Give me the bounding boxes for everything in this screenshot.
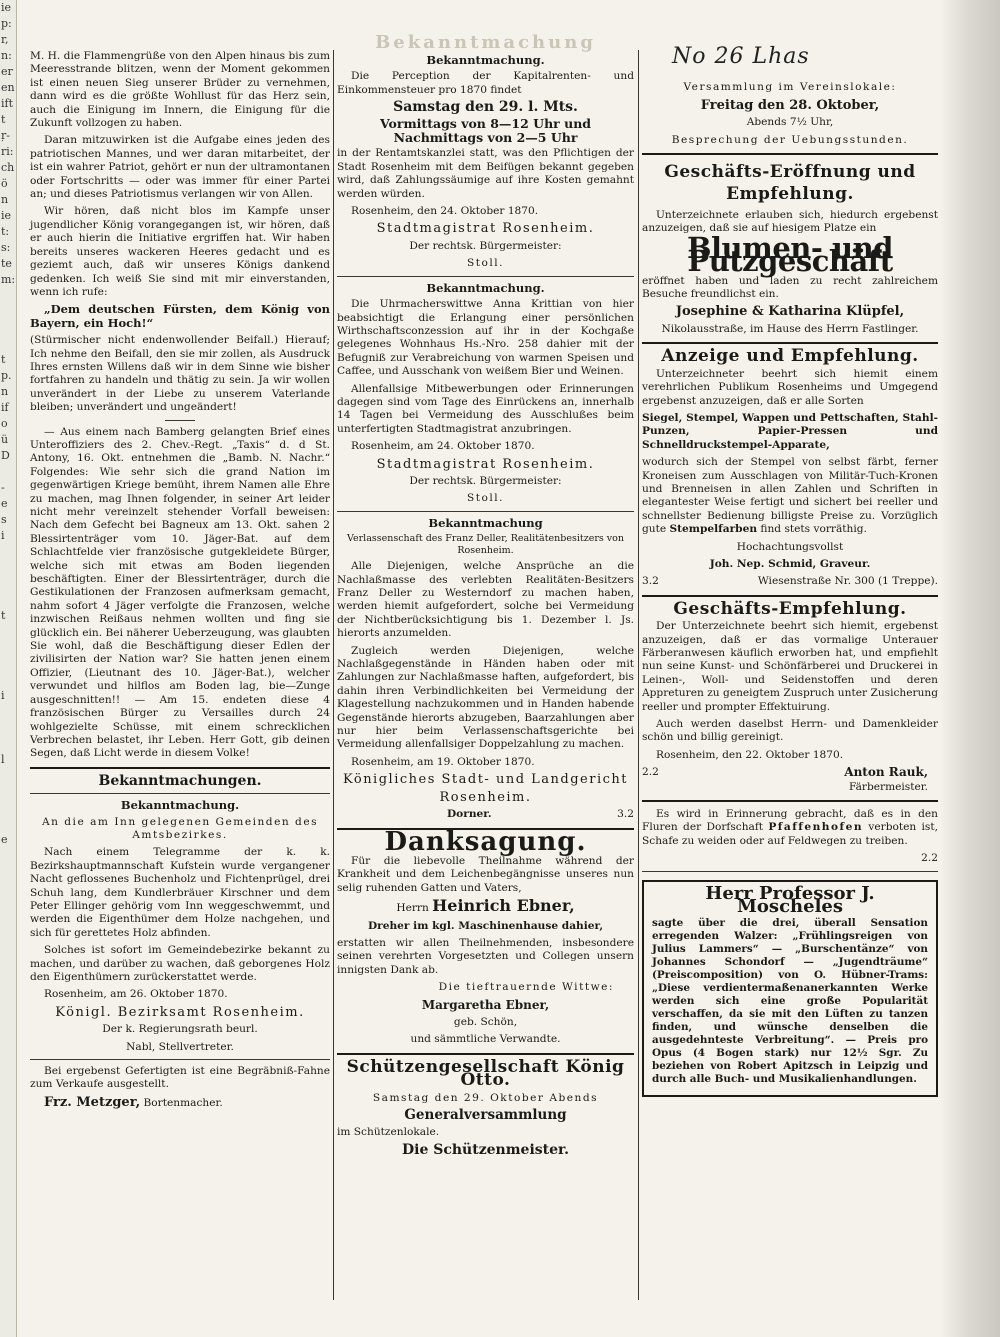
edge-letter: t: bbox=[1, 225, 10, 238]
ad-from: Die tieftrauernde Wittwe: bbox=[438, 981, 614, 994]
notice-date: Rosenheim, am 26. Oktober 1870. bbox=[44, 988, 228, 1001]
edge-letter: r, bbox=[1, 33, 9, 46]
divider bbox=[337, 511, 634, 512]
edge-letter: p. bbox=[1, 369, 12, 382]
ad-paragraph: wodurch sich der Stempel von selbst färbt, ferner Kroneisen zum Ausschlagen von Militär-Tuch-Kronen und Brenneisen in allen Zahlen und Schriften in elegantester Weise fertigt und sichert bei reeller und schnellster Bedienung billigste Preise zu. Vorzüglich gute bbox=[642, 456, 938, 536]
notice-paragraph: Alle Diejenigen, welche Ansprüche an die Nachlaßmasse des verlebten Realitäten-Besitzers Franz Deller zu Westerndorf zu machen haben, werden hiemit aufgefordert, solche bei Vermeidung der Nichtberücksichtigung bis 1. Dezember l. Js. hierorts anzumelden. bbox=[337, 560, 634, 640]
page-edge-left bbox=[0, 0, 17, 1337]
notice-paragraph: Es wird in Erinnerung gebracht, daß es in den Fluren der Dorfschaft bbox=[642, 808, 938, 834]
insertion-count: 3.2 bbox=[617, 808, 634, 821]
notice-date: Rosenheim, am 24. Oktober 1870. bbox=[351, 440, 535, 453]
column-1 bbox=[30, 50, 330, 1114]
edge-letter bbox=[0, 624, 16, 640]
ad-title: Anzeige und Empfehlung. bbox=[661, 346, 919, 367]
edge-letter: m: bbox=[1, 273, 16, 286]
notice-paragraph: Zugleich werden Diejenigen, welche Nachlaßgegenstände in Händen haben oder mit Zahlungen zur Nachlaßmasse haften, aufgefordert, bis dahin ihren Verbindlichkeiten bei Vermeidung der Klagestellung nachzukommen und in Handen habende Gegenstände hierorts abzugeben, Baarzahlungen aber nur hier beim Verlassenschaftsgerichte bei Vermeidung allenfallsiger Doppelzahlung zu machen. bbox=[337, 644, 634, 751]
divider bbox=[165, 420, 195, 421]
notice-office: Rosenheim. bbox=[439, 789, 532, 805]
edge-letter bbox=[0, 704, 16, 720]
ad-date: Rosenheim, den 22. Oktober 1870. bbox=[656, 748, 844, 761]
edge-letter: e bbox=[1, 497, 8, 510]
ad-paragraph: erstatten wir allen Theilnehmenden, insbesondere seinen verehrten Vorgesetzten und Collegen unsern innigsten Dank ab. bbox=[337, 936, 634, 976]
edge-letter bbox=[0, 656, 16, 672]
insertion-count: 2.2 bbox=[921, 852, 938, 865]
ad-paragraph: eröffnet haben und laden zu recht zahlreichem Besuche freundlichst ein. bbox=[642, 274, 938, 301]
edge-letter: t bbox=[1, 113, 6, 126]
ad-trade: Färbermeister. bbox=[848, 780, 928, 793]
notice-time: Vormittags von 8—12 Uhr und bbox=[379, 115, 592, 131]
divider bbox=[642, 595, 938, 597]
edge-letter: ü bbox=[1, 433, 9, 446]
ad-paragraph: find stets vorräthig. bbox=[760, 523, 867, 536]
notice-office: Königl. Bezirksamt Rosenheim. bbox=[55, 1004, 305, 1020]
ad-address: Wiesenstraße Nr. 300 (1 Treppe). bbox=[757, 575, 938, 588]
notice-signature: Dorner. bbox=[447, 808, 492, 821]
edge-letter bbox=[0, 336, 16, 352]
insertion-count: 2.2 bbox=[642, 766, 659, 779]
toast-line: „Dem deutschen Fürsten, dem König von Bayern, ein Hoch!“ bbox=[30, 302, 330, 330]
ad-paragraph: Besprechung der Uebungsstunden. bbox=[671, 133, 909, 146]
ad-paragraph: Samstag den 29. Oktober Abends bbox=[372, 1091, 599, 1104]
edge-letter bbox=[0, 784, 16, 800]
edge-letter: e bbox=[1, 833, 8, 846]
edge-letter: - bbox=[1, 481, 5, 494]
ad-title: Danksagung. bbox=[384, 826, 587, 857]
notice-paragraph: Die Perception der Kapitalrenten- und Einkommensteuer pro 1870 findet bbox=[337, 70, 634, 96]
widow-name: Margaretha Ebner, bbox=[421, 997, 550, 1012]
edge-letter bbox=[0, 816, 16, 832]
notice-title: Bekanntmachung. bbox=[120, 798, 240, 813]
notice-paragraph: in der Rentamtskanzlei statt, was den Pflichtigen der Stadt Rosenheim mit dem Beifügen bekannt gegeben wird, daß Zahlungssäumige auf ihre Kosten gemahnt werden würden. bbox=[337, 147, 634, 200]
notice-role: Der rechtsk. Bürgermeister: bbox=[409, 239, 562, 252]
edge-letter bbox=[0, 304, 16, 320]
edge-letter: ri: bbox=[1, 145, 14, 158]
ad-title: Geschäfts-Empfehlung. bbox=[673, 598, 907, 619]
edge-letter bbox=[0, 720, 16, 736]
edge-letter: te bbox=[1, 257, 12, 270]
column-2 bbox=[337, 50, 634, 1161]
notice-paragraph: Nach einem Telegramme der k. k. Bezirkshauptmannschaft Kufstein wurde vergangener Nacht geflossenes Buchenholz und Fichtenprügel, drei Schuh lang, dem Kundlerbräuer Kirschner und dem Peter Ellinger gehörig vom Inn weggeschwemmt, und werden die Eigenthümer dem Holze nachgehen, und sich für gerettetes Holz abfinden. bbox=[30, 846, 330, 939]
notice-addressee: An die am Inn gelegenen Gemeinden des Amtsbezirkes. bbox=[41, 815, 319, 841]
notice-paragraph: Die Uhrmacherswittwe Anna Krittian von hier beabsichtigt die Erlangung einer persönlichen Wirthschaftsconzession auf ihr in der Kochgaße gelegenes Wohnhaus Hs.-Nro. 258 dahier mit der Befugniß zur Verabreichung von warmen Speisen und Caffee, und Ausschank von weißem Bier und Weinen. bbox=[337, 298, 634, 378]
notice-office: Stadtmagistrat Rosenheim. bbox=[376, 221, 595, 237]
faint-bleedthrough-header: Bekanntmachung bbox=[375, 32, 596, 53]
notice-role: Der k. Regierungsrath beurl. bbox=[102, 1023, 258, 1036]
divider bbox=[337, 1053, 634, 1055]
ad-herrn: Herrn bbox=[396, 902, 429, 915]
divider bbox=[642, 800, 938, 802]
notice-paragraph: verboten ist, Schafe zu weiden oder auf Feldwegen zu treiben. bbox=[642, 821, 938, 847]
edge-letter bbox=[0, 576, 16, 592]
article-paragraph: Wir hören, daß nicht blos im Kampfe unser jugendlicher König vorangegangen ist, wir hören, daß er auch hierin die Initiative ergriffen hat. Wir haben bereits unseres wackeren Heeres gedacht und es geziemt auch, daß wir unseres Königs dankend gedenken. Ich weiß Sie sind mit mir einverstanden, wenn ich rufe: bbox=[30, 205, 330, 298]
ad-signature: Die Schützenmeister. bbox=[402, 1141, 569, 1158]
ad-owners: Josephine & Katharina Klüpfel, bbox=[675, 304, 905, 320]
notice-date: Rosenheim, am 19. Oktober 1870. bbox=[351, 755, 535, 768]
notice-date: Rosenheim, den 24. Oktober 1870. bbox=[351, 205, 539, 218]
deceased-trade: Dreher im kgl. Maschinenhause dahier, bbox=[367, 919, 604, 932]
edge-letter bbox=[0, 560, 16, 576]
notice-time: Nachmittags von 2—5 Uhr bbox=[393, 130, 578, 146]
ad-product-ink: Stempelfarben bbox=[669, 523, 758, 536]
notice-place: Pfaffenhofen bbox=[768, 821, 864, 834]
edge-letter: if bbox=[1, 401, 9, 414]
widow-born: geb. Schön, bbox=[453, 1015, 518, 1028]
notice-signature: Stoll. bbox=[466, 492, 505, 505]
ad-regards: Hochachtungsvollst bbox=[736, 540, 844, 553]
article-paragraph: Daran mitzuwirken ist die Aufgabe eines jeden des patriotischen Mannes, und wer daran mitarbeitet, der ist ein wahrer Patriot, gehört er nun der ultramontanen oder Fortschritts — oder was immer für einer Partei an; und dieses Patriotismus verlangen wir von Allen. bbox=[30, 134, 330, 201]
ad-title: Herr Professor J. Moscheles bbox=[705, 882, 875, 918]
article-paragraph: M. H. die Flammengrüße von den Alpen hinaus bis zum Meeresstrande blitzen, wenn der Moment gekommen ist einen neuen Sieg unserer Brüder zu vernehmen, dann wird es die größte Wohllust für das Herz sein, auch die Einigung im Innern, die Einigung für die Zukunft vollzogen zu haben. bbox=[30, 50, 330, 130]
article-paragraph: (Stürmischer nicht endenwollender Beifall.) Hierauf; Ich nehme den Beifall, den sie mir zollen, als Ausdruck Ihres ernsten Willens daß wir in dem Sinne wie bisher fortfahren zu handeln und thätig zu sein. Ja wir wollen unverändert in der Liebe zu unserem Vaterlande bleiben; unverändert und ungeändert! bbox=[30, 334, 330, 414]
edge-letter: ö bbox=[1, 177, 8, 190]
notice-title: Bekanntmachung. bbox=[426, 53, 545, 67]
edge-letter: n: bbox=[1, 49, 12, 62]
article-paragraph: — Aus einem nach Bamberg gelangten Brief eines Unteroffiziers des 2. Chev.-Regt. „Taxis“ d. d St. Antony, 16. Okt. entnehmen die „Bamb. N. Nachr.“ Folgendes: Wie sehr sich die grand Nation im gegenwärtigen Kriege bemüht, ihrem Namen alle Ehre zu machen, mag Ihnen folgender, in seiner Art leider nicht mehr vereinzelt stehender Vorfall beweisen: Nach dem Gefecht bei Bagneux am 13. Okt. sahen 2 Blessirtenträger vom 10. Jäger-Bat. auf dem Schlachtfelde vier französische gutgekleidete Bürger, welche sich mit etwas am Boden liegenden beschäftigten. Einer der Blessirtenträger, durch die Gestikulationen der Franzosen aufmerksam gemacht, nahm sofort 4 Jäger verfolgte die Franzosen, welche inzwischen Reißaus nehmen wollten und fing sie glücklich ein. Bei näherer Ueberzeugung, was glaubten Sie wohl, daß die Beschäftigung dieser Edlen der zivilisirten der Nation war? Sie hatten jenen einem Offizier, (Lieutnant des 10. Jäger-Bat.), welcher verwundet und hilflos am Boden lag, bie—Zunge ausgeschnitten!! — Am 15. endeten diese 4 französischen Bürger zu Versailles durch 24 wohlgezielte Schüsse, mit einem schrecklichen Verbrechen belastet, ihr Leben. Herr Gott, gib deinen Segen, daß Licht werde in diesem Volke! bbox=[30, 425, 330, 760]
ad-paragraph: Für die liebevolle Theilnahme während der Krankheit und dem Leichenbegängnisse unseres nun selig ruhenden Gatten und Vaters, bbox=[337, 854, 634, 894]
edge-letter: ŗ- bbox=[1, 129, 10, 142]
edge-letter bbox=[0, 320, 16, 336]
notice-paragraph: Allenfallsige Mitbewerbungen oder Erinnerungen dagegen sind vom Tage des Einrückens an, innerhalb 14 Tagen bei Vermeidung des Ausschlußes beim unterfertigten Stadtmagistrat anzubringen. bbox=[337, 382, 634, 435]
edge-letter: t bbox=[1, 609, 6, 622]
ad-paragraph: sagte über die drei, überall Sensation erregenden Walzer: „Frühlingsreigen von Julius Lammers“ — „Burschentänze“ von Johannes Schondorf — „Jugendträume“ (Preiscomposition) von O. Hübner-Trams: „Diese verdientermaßenanerkannten Werke werden sich eine große Popularität verschaffen, da sie mit den Lüften zu tanzen finden, und wünsche denselben die ausgedehnteste Verbreitung“. — Preis pro Opus (4 Bogen stark) nur 12½ Sgr. Zu beziehen von Robert Apitzsch in Leipzig und durch alle Buch- und Musikalienhandlungen. bbox=[652, 916, 928, 1085]
divider bbox=[642, 342, 938, 344]
ad-paragraph: Unterzeichneter beehrt sich hiemit einem verehrlichen Publikum Rosenheims und Umgegend ergebenst anzuzeigen, daß er alle Sorten bbox=[642, 367, 938, 407]
edge-letter: t bbox=[1, 353, 6, 366]
edge-letter: n bbox=[1, 193, 9, 206]
edge-letter: n bbox=[1, 385, 9, 398]
ad-place: im Schützenlokale. bbox=[337, 1126, 440, 1139]
section-title: Bekanntmachungen. bbox=[98, 772, 262, 789]
edge-letter: ift bbox=[1, 97, 14, 110]
deceased-name: Heinrich Ebner, bbox=[432, 896, 575, 916]
divider bbox=[642, 153, 938, 155]
ad-paragraph: Der Unterzeichnete beehrt sich hiemit, ergebenst anzuzeigen, daß er das vormalige Unterauer Färberanwesen käuflich erworben hat, und empfiehlt nun seine Kunst- und Schönfärberei und Druckerei in Leinen-, Woll- und Seidenstoffen und deren Appreturen zu geneigtem Zuspruch unter Zusicherung reeller und prompter Effektuirung. bbox=[642, 620, 938, 713]
edge-letter bbox=[0, 592, 16, 608]
edge-letter: er bbox=[1, 65, 13, 78]
edge-letter: en bbox=[1, 81, 15, 94]
ad-name: Anton Rauk, bbox=[844, 765, 928, 780]
edge-letter: l bbox=[1, 753, 5, 766]
column-3 bbox=[642, 44, 938, 1097]
ad-paragraph: Versammlung im Vereinslokale: bbox=[683, 81, 897, 94]
notice-paragraph: Solches ist sofort im Gemeindebezirke bekannt zu machen, und darüber zu wachen, daß geborgenes Holz den Eigenthümern zurückerstattet werde. bbox=[30, 944, 330, 983]
edge-letter bbox=[0, 736, 16, 752]
ad-day: Freitag den 28. Oktober, bbox=[700, 97, 880, 113]
page-edge-right bbox=[940, 0, 1000, 1337]
edge-letter bbox=[0, 672, 16, 688]
divider bbox=[642, 871, 938, 872]
edge-letter: p: bbox=[1, 17, 12, 30]
edge-letter bbox=[0, 640, 16, 656]
ad-title: Geschäfts-Eröffnung und Empfehlung. bbox=[664, 162, 916, 205]
notice-office: Stadtmagistrat Rosenheim. bbox=[376, 456, 595, 472]
ad-trade: Bortenmacher. bbox=[143, 1096, 223, 1109]
divider bbox=[30, 793, 330, 794]
notice-day: Samstag den 29. l. Mts. bbox=[393, 99, 578, 116]
divider bbox=[337, 276, 634, 277]
edge-letter bbox=[0, 544, 16, 560]
edge-letter bbox=[0, 768, 16, 784]
edge-letter bbox=[0, 464, 16, 480]
ad-title: Schützengesellschaft König Otto. bbox=[346, 1056, 625, 1091]
ad-address: Nikolausstraße, im Hause des Herrn Fastlinger. bbox=[661, 322, 919, 335]
divider bbox=[30, 767, 330, 769]
notice-signature: Nabl, Stellvertreter. bbox=[126, 1040, 234, 1053]
notice-office: Königliches Stadt- und Landgericht bbox=[343, 772, 628, 788]
divider bbox=[30, 1059, 330, 1060]
boxed-ad bbox=[642, 880, 938, 1097]
ad-time: Abends 7½ Uhr, bbox=[746, 116, 834, 129]
notice-title: Bekanntmachung bbox=[428, 515, 543, 530]
edge-letter: o bbox=[1, 417, 8, 430]
notice-title: Bekanntmachung. bbox=[426, 280, 545, 295]
ad-paragraph: Unterzeichnete erlauben sich, hiedurch ergebenst anzuzeigen, daß sie auf hiesigem Platze ein bbox=[642, 209, 938, 235]
ad-paragraph: Auch werden daselbst Herrn- und Damenkleider schön und billig gereinigt. bbox=[642, 718, 938, 744]
ad-name: Frz. Metzger, bbox=[44, 1094, 141, 1110]
column-rule bbox=[638, 50, 639, 1300]
notice-subtitle: Verlassenschaft des Franz Deller, Realitätenbesitzers von Rosenheim. bbox=[347, 533, 624, 556]
notice-role: Der rechtsk. Bürgermeister: bbox=[409, 474, 562, 487]
ad-paragraph: Bei ergebenst Gefertigten ist eine Begräbniß-Fahne zum Verkaufe ausgestellt. bbox=[30, 1065, 330, 1091]
edge-letter: ie bbox=[1, 1, 12, 14]
ad-name: Joh. Nep. Schmid, Graveur. bbox=[709, 557, 871, 570]
edge-letter: ch bbox=[1, 161, 15, 174]
edge-letter: ie bbox=[1, 209, 12, 222]
shop-name: Blumen- und Putzgeschäft bbox=[687, 230, 893, 279]
column-rule bbox=[333, 50, 334, 1300]
handwritten-mark: No 26 Lhas bbox=[672, 44, 810, 69]
ad-products: Siegel, Stempel, Wappen und Pettschaften, Stahl-Punzen, Papier-Pressen und Schnelldruckstempel-Apparate, bbox=[642, 411, 938, 451]
notice-signature: Stoll. bbox=[466, 257, 505, 270]
edge-letter: s: bbox=[1, 241, 11, 254]
ad-event: Generalversammlung bbox=[404, 1107, 567, 1123]
edge-letter: D bbox=[1, 449, 10, 462]
edge-letter: i bbox=[1, 529, 5, 542]
edge-letter: i bbox=[1, 689, 5, 702]
edge-letter bbox=[0, 800, 16, 816]
insertion-count: 3.2 bbox=[642, 575, 659, 588]
edge-letter: s bbox=[1, 513, 7, 526]
ad-relatives: und sämmtliche Verwandte. bbox=[410, 1033, 561, 1046]
edge-letter bbox=[0, 288, 16, 304]
